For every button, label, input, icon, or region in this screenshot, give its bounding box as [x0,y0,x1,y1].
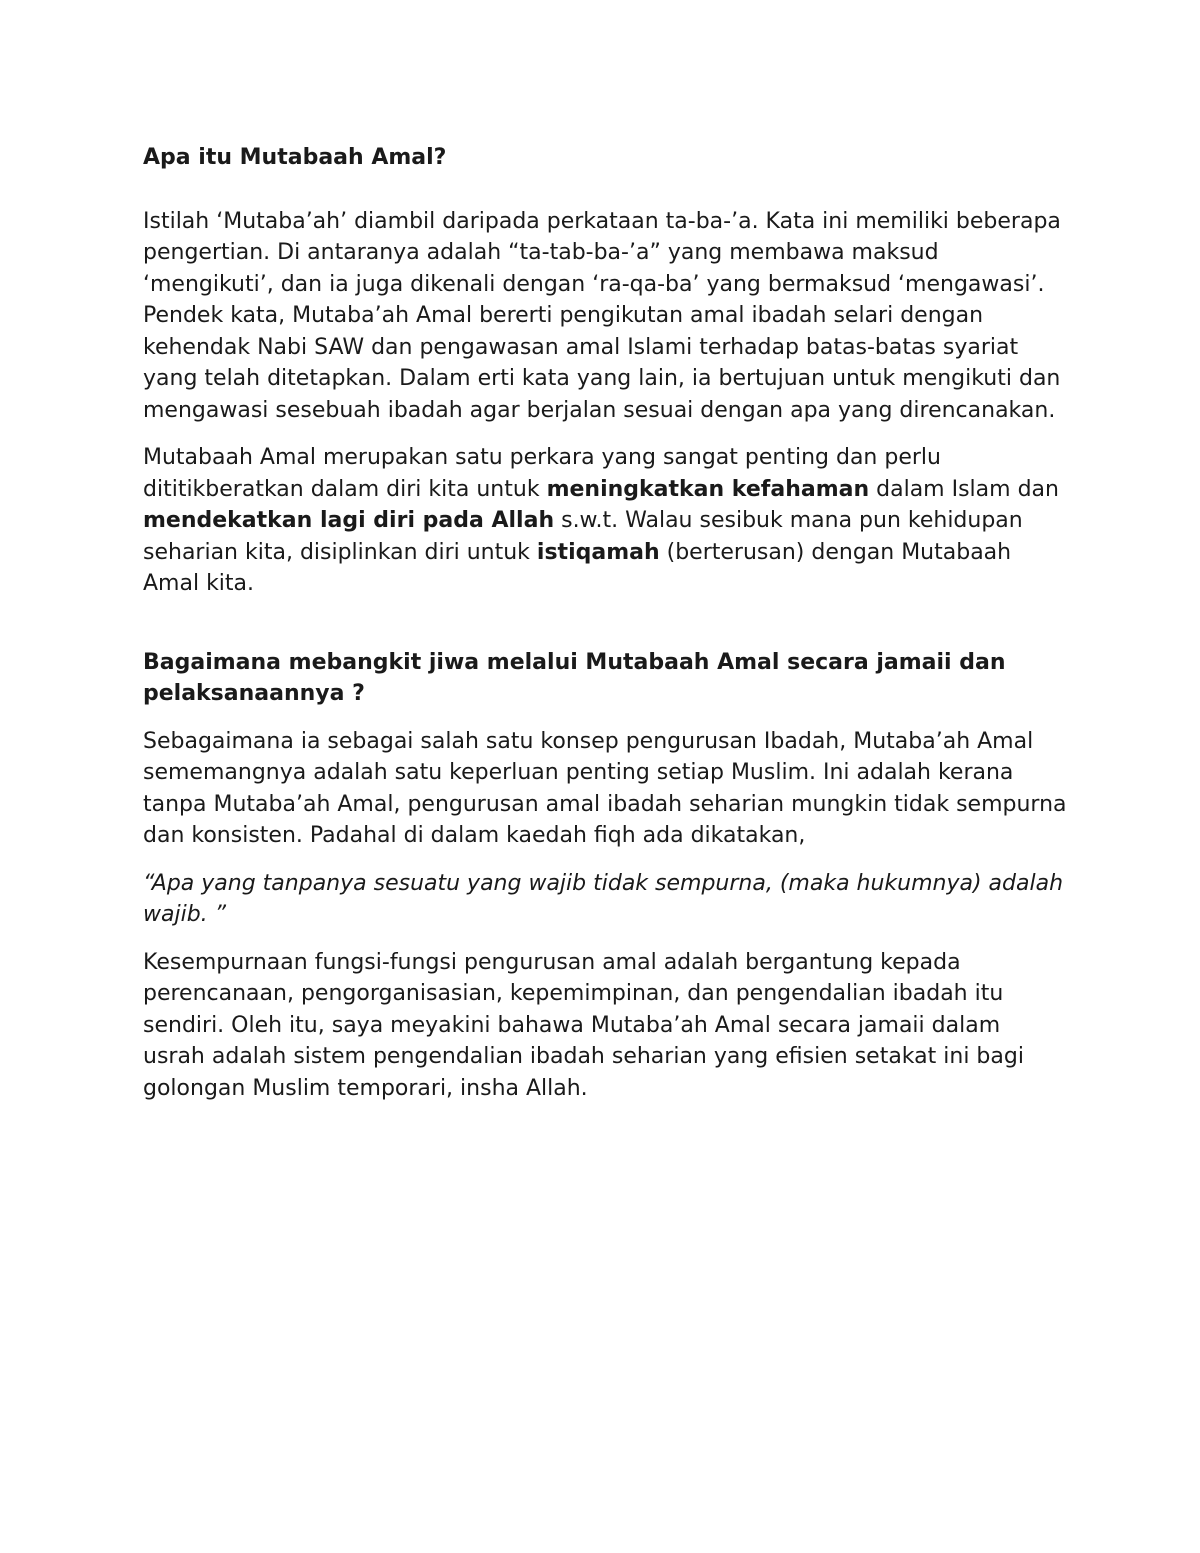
text-span: Mutabaah Amal merupakan satu perkara yang sangat penting dan perlu dititikberatkan dalam diri kita untuk [143,445,941,502]
bold-phrase-istiqamah: istiqamah [536,539,660,565]
text-span: (berterusan) dengan Mutabaah Amal kita. [143,539,1012,596]
document-page [143,142,1068,1104]
section2-paragraph-1: Sebagaimana ia sebagai salah satu konsep pengurusan Ibadah, Mutaba’ah Amal sememangnya adalah satu keperluan penting setiap Muslim. Ini adalah kerana tanpa Mutaba’ah Amal, pengurusan amal ibadah seharian mungkin tidak sempurna dan konsisten. Padahal di dalam kaedah fiqh ada dikatakan, [143,728,1067,848]
section1-title: Apa itu Mutabaah Amal? [143,145,447,170]
section2-title: Bagaimana mebangkit jiwa melalui Mutabaah Amal secara jamaii dan pelaksanaannya ? [143,649,1006,706]
section2-paragraph-2: Kesempurnaan fungsi-fungsi pengurusan amal adalah bergantung kepada perencanaan, pengorganisasian, kepemimpinan, dan pengendalian ibadah itu sendiri. Oleh itu, saya meyakini bahawa Mutaba’ah Amal secara jamaii dalam usrah adalah sistem pengendalian ibadah seharian yang efisien setakat ini bagi golongan Muslim temporari, insha Allah. [143,949,1024,1101]
text-span: s.w.t. Walau sesibuk mana pun kehidupan seharian kita, disiplinkan diri untuk [143,508,1023,565]
section1-paragraph-1: Istilah ‘Mutaba’ah’ diambil daripada perkataan ta-ba-’a. Kata ini memiliki beberapa pengertian. Di antaranya adalah “ta-tab-ba-’a” yang membawa maksud ‘mengikuti’, dan ia juga dikenali dengan ‘ra-qa-ba’ yang bermaksud ‘mengawasi’. Pendek kata, Mutaba’ah Amal bererti pengikutan amal ibadah selari dengan kehendak Nabi SAW dan pengawasan amal Islami terhadap batas-batas syariat yang telah ditetapkan. Dalam erti kata yang lain, ia bertujuan untuk mengikuti dan mengawasi sesebuah ibadah agar berjalan sesuai dengan apa yang direncanakan. [143,208,1061,423]
text-span: dalam Islam dan [869,476,1059,502]
bold-phrase-kefahaman: meningkatkan kefahaman [546,476,870,502]
fiqh-quote: “Apa yang tanpanya sesuatu yang wajib tidak sempurna, (maka hukumnya) adalah wajib. ” [143,870,1064,927]
section1-paragraph-2 [143,442,1068,600]
bold-phrase-allah: mendekatkan lagi diri pada Allah [143,508,555,533]
